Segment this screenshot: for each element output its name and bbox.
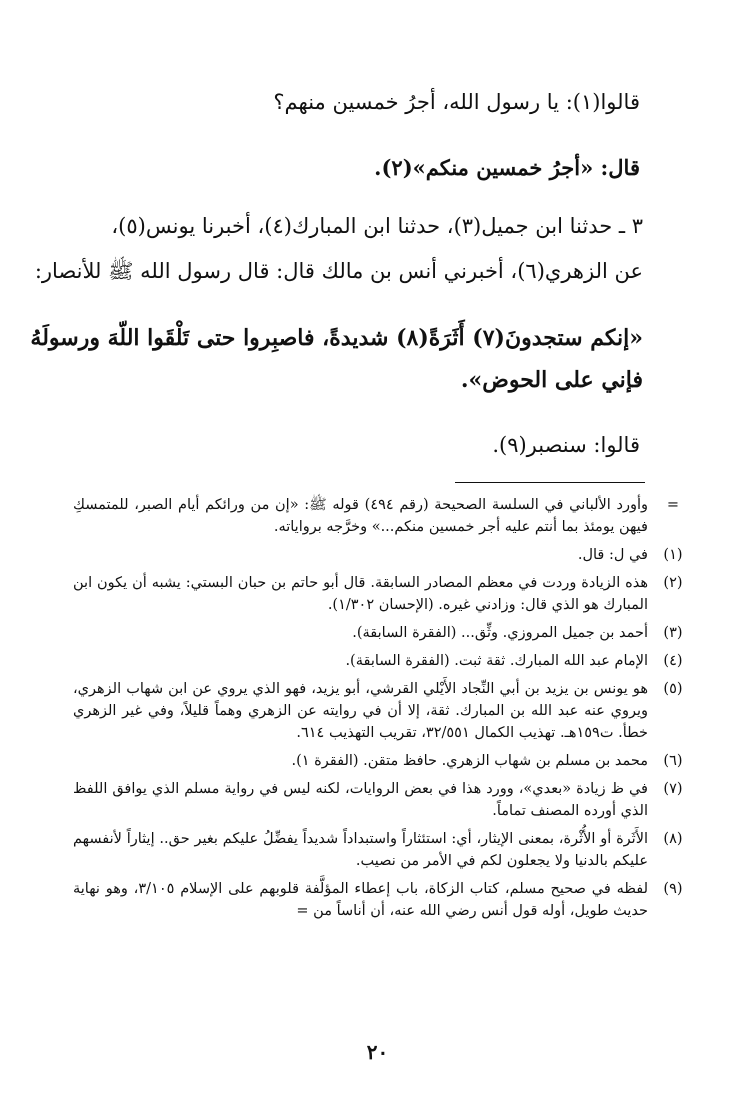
footnote-item [73, 778, 683, 822]
footnote-number: (١) [663, 547, 683, 563]
footnote-item [73, 544, 683, 566]
footnote-number: (٤) [663, 653, 683, 669]
footnote-number: (٨) [663, 831, 683, 847]
page-number: ٢٠ [366, 1040, 389, 1064]
footnote-text: محمد بن مسلم بن شهاب الزهري. حافظ متقن. (الفقرة ١). [291, 753, 648, 769]
footnote-text: الإمام عبد الله المبارك. ثقة ثبت. (الفقرة السابقة). [345, 653, 648, 669]
footnote-text: أحمد بن جميل المروزي. وثِّق... (الفقرة السابقة). [352, 625, 648, 641]
footnote-number: (٩) [663, 881, 683, 897]
footnote-number: (٦) [663, 753, 683, 769]
footnote-number: = [666, 497, 680, 513]
footnote-text: في ل: قال. [577, 547, 648, 563]
footnote-number: (٥) [663, 681, 683, 697]
hadith-quote-line-2: فإني على الحوض». [460, 367, 643, 393]
footnote-item [73, 622, 683, 644]
footnote-item [73, 828, 683, 872]
footnote-text: الأَثَرة أو الأُثْرة، بمعنى الإيثار، أي: استئثاراً واستبداداً شديداً يفضِّلُ عليكم بغير حق.. إيثاراً لأنفسهم عليكم بالدنيا ولا يجعلون لكم في الأمر من نصيب. [73, 831, 648, 869]
footnote-text: وأورد الألباني في السلسة الصحيحة (رقم ٤٩٤) قوله ﷺ: «إن من ورائكم أيام الصبر، للمتمسكِ فيهن يومئذ بما أنتم عليه أجر خمسين منكم...» وخرَّجه برواياته. [73, 497, 648, 535]
footnote-separator [455, 482, 645, 483]
footnote-text: هذه الزيادة وردت في معظم المصادر السابقة. قال أبو حاتم بن حبان البستي: يشبه أن يكون ابن المبارك هو الذي قال: وزادني غيره. (الإحسان ١/٣٠٢). [73, 575, 648, 613]
main-text-line-4: عن الزهري(٦)، أخبرني أنس بن مالك قال: قال رسول الله ﷺ للأنصار: [34, 259, 643, 283]
main-text-line-3: ٣ ـ حدثنا ابن جميل(٣)، حدثنا ابن المبارك(٤)، أخبرنا يونس(٥)، [111, 214, 643, 238]
footnote-text: لفظه في صحيح مسلم، كتاب الزكاة، باب إعطاء المؤلَّفة قلوبهم على الإسلام ٣/١٠٥، وهو نهاية حديث طويل، أوله قول أنس رضي الله عنه، أن أناساً من = [73, 881, 648, 919]
footnotes-section [73, 494, 683, 928]
footnote-item [73, 678, 683, 744]
main-text-line-5: قالوا: سنصبر(٩). [492, 433, 640, 457]
main-text-line-2: قال: «أجرُ خمسين منكم»(٢). [374, 155, 640, 180]
footnote-item [73, 878, 683, 922]
hadith-quote-line-1: «إنكم ستجدونَ(٧) أَثَرَةً(٨) شديدةً، فاصبِروا حتى تَلْقَوا اللّهَ ورسولَهُ [30, 325, 643, 351]
footnote-number: (٢) [663, 575, 683, 591]
footnote-item [73, 750, 683, 772]
footnote-item [73, 494, 680, 538]
footnote-item [73, 650, 683, 672]
footnote-number: (٧) [663, 781, 683, 797]
footnote-item [73, 572, 683, 616]
footnote-text: في ظ زيادة «بعدي»، وورد هذا في بعض الروايات، لكنه ليس في رواية مسلم الذي يوافق اللفظ الذي أورده المصنف تماماً. [73, 781, 648, 819]
main-text-line-1: قالوا(١): يا رسول الله، أجرُ خمسين منهم؟ [273, 90, 640, 114]
footnote-text: هو يونس بن يزيد بن أبي النِّجاد الأَيْلي القرشي، أبو يزيد، فهو الذي يروي عن ابن شهاب الزهري، ويروي عنه عبد الله بن المبارك. ثقة، إلا أن في روايته عن الزهري وهماً قليلاً، وفي غير الزهري خطأ. ت١٥٩هـ. تهذيب الكمال ٣٢/٥٥١، تقريب التهذيب ٦١٤. [73, 681, 648, 741]
footnote-number: (٣) [663, 625, 683, 641]
